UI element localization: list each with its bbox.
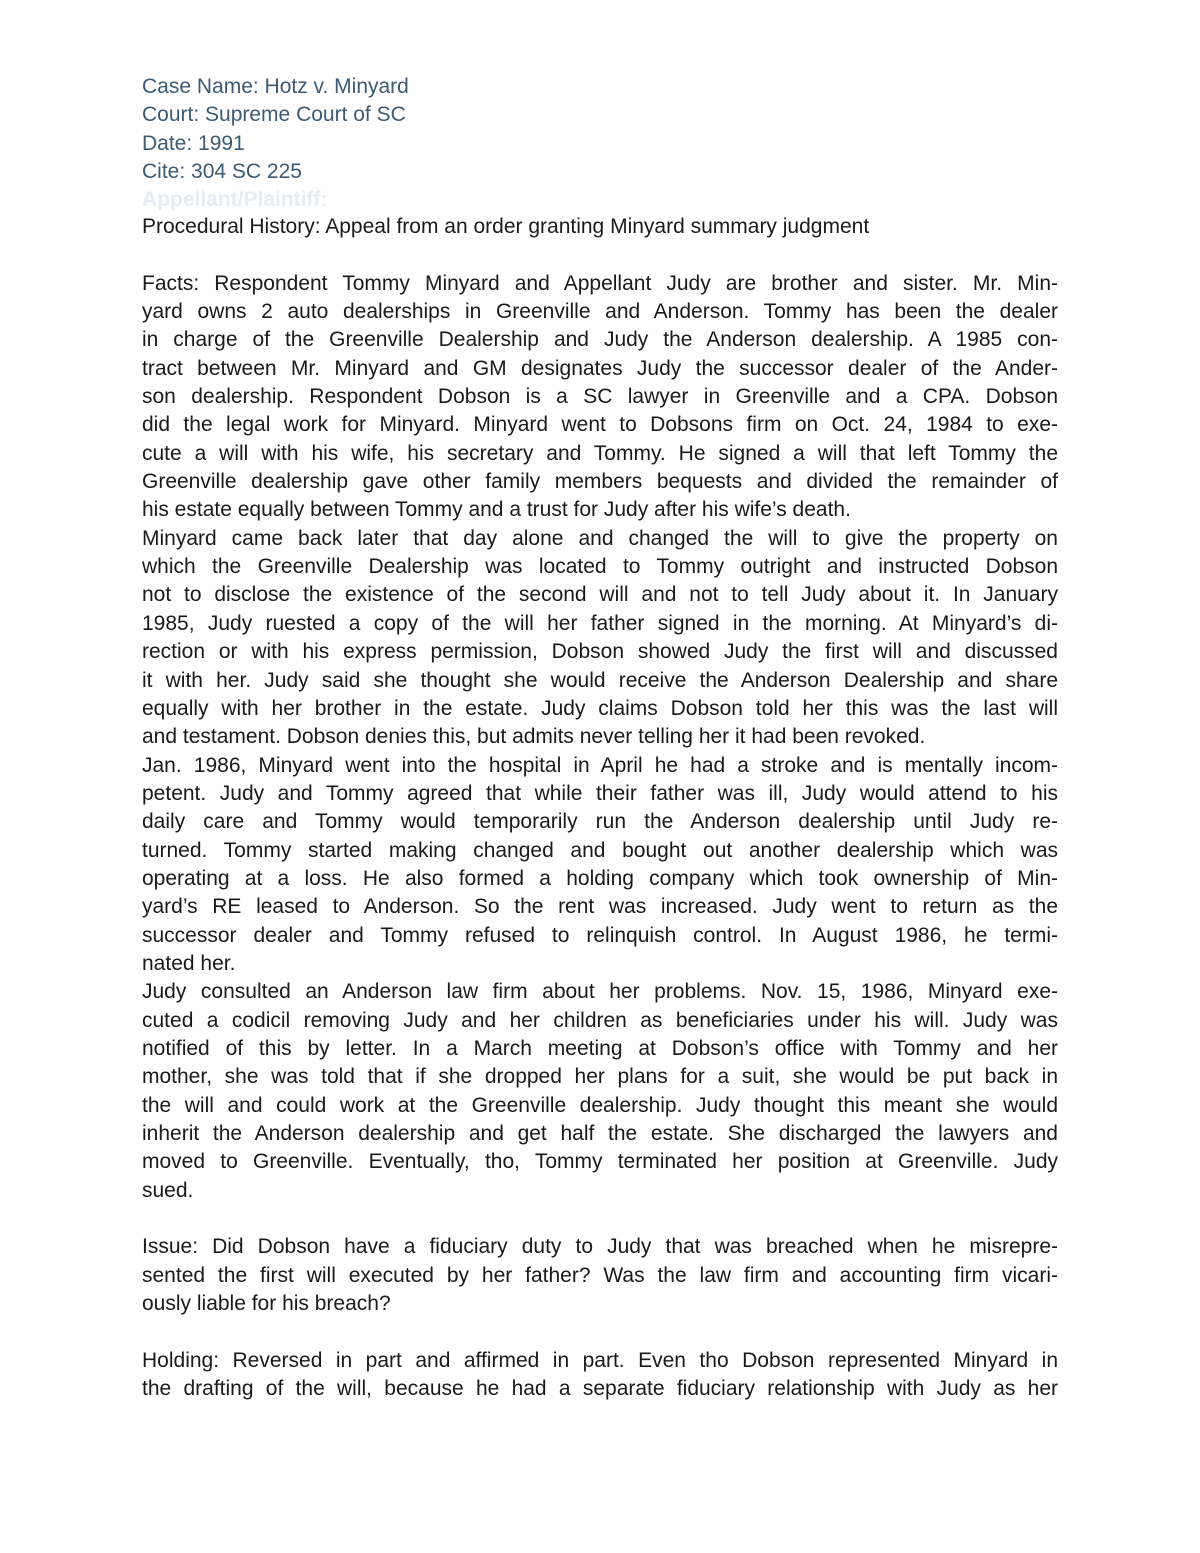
paragraph-line: successor dealer and Tommy refused to relinquish control. In August 1986, he termi- <box>142 923 1058 947</box>
paragraph-line: daily care and Tommy would temporarily run the Anderson dealership until Judy re- <box>142 810 1058 834</box>
paragraph-line: sented the first will executed by her father? Was the law firm and accounting firm vicari- <box>142 1263 1058 1287</box>
paragraph-line: Judy consulted an Anderson law firm about her problems. Nov. 15, 1986, Minyard exe- <box>142 980 1058 1004</box>
paragraph-line: Holding: Reversed in part and affirmed in part. Even tho Dobson represented Minyard in <box>142 1348 1058 1372</box>
paragraph-line: Greenville dealership gave other family members bequests and divided the remainder of <box>142 470 1058 494</box>
paragraph-gap <box>142 1205 1058 1233</box>
paragraph-line: the will and could work at the Greenville dealership. Judy thought this meant she would <box>142 1093 1058 1117</box>
paragraph-line: sued. <box>142 1178 194 1202</box>
appellant-label: Appellant/Plaintiff: <box>142 188 328 212</box>
brief-body <box>142 213 1058 1403</box>
paragraph-line: mother, she was told that if she dropped her plans for a suit, she would be put back in <box>142 1065 1058 1089</box>
paragraph-line: Issue: Did Dobson have a fiduciary duty to Judy that was breached when he misrepre- <box>142 1235 1058 1259</box>
case-name: Case Name: Hotz v. Minyard <box>142 75 409 98</box>
procedural-history-section <box>142 213 1058 241</box>
paragraph-line: Jan. 1986, Minyard went into the hospital in April he had a stroke and is mentally incom- <box>142 753 1058 777</box>
paragraph-line: equally with her brother in the estate. Judy claims Dobson told her this was the last will <box>142 696 1058 720</box>
paragraph-line: his estate equally between Tommy and a trust for Judy after his wife’s death. <box>142 498 851 522</box>
paragraph-line: son dealership. Respondent Dobson is a SC lawyer in Greenville and a CPA. Dobson <box>142 385 1058 409</box>
paragraph-line: notified of this by letter. In a March meeting at Dobson’s office with Tommy and her <box>142 1036 1058 1060</box>
paragraph-line: petent. Judy and Tommy agreed that while their father was ill, Judy would attend to his <box>142 781 1058 805</box>
paragraph-line: yard’s RE leased to Anderson. So the rent was increased. Judy went to return as the <box>142 895 1058 919</box>
paragraph-line: in charge of the Greenville Dealership and Judy the Anderson dealership. A 1985 con- <box>142 328 1058 352</box>
paragraph-line: did the legal work for Minyard. Minyard went to Dobsons firm on Oct. 24, 1984 to exe- <box>142 413 1058 437</box>
facts-section <box>142 270 1058 1205</box>
paragraph-line: ously liable for his breach? <box>142 1292 391 1316</box>
issue-section <box>142 1233 1058 1318</box>
paragraph-gap <box>142 1318 1058 1346</box>
paragraph-line: tract between Mr. Minyard and GM designates Judy the successor dealer of the Ander- <box>142 356 1058 380</box>
cite: Cite: 304 SC 225 <box>142 160 302 184</box>
date: Date: 1991 <box>142 131 245 155</box>
paragraph-line: moved to Greenville. Eventually, tho, Tommy terminated her position at Greenville. Judy <box>142 1150 1058 1174</box>
paragraph-line: nated her. <box>142 951 236 975</box>
paragraph-line: the drafting of the will, because he had a separate fiduciary relationship with Judy as her <box>142 1377 1058 1401</box>
paragraph-line: inherit the Anderson dealership and get half the estate. She discharged the lawyers and <box>142 1122 1058 1145</box>
paragraph-line: which the Greenville Dealership was located to Tommy outright and instructed Dobson <box>142 555 1058 579</box>
paragraph-line: turned. Tommy started making changed and bought out another dealership which was <box>142 838 1058 862</box>
paragraph-line: Procedural History: Appeal from an order granting Minyard summary judgment <box>142 215 870 238</box>
court: Court: Supreme Court of SC <box>142 103 406 127</box>
paragraph-line: cuted a codicil removing Judy and her children as beneficiaries under his will. Judy was <box>142 1008 1058 1032</box>
paragraph-line: 1985, Judy ruested a copy of the will her father signed in the morning. At Minyard’s di- <box>142 611 1058 635</box>
paragraph-line: not to disclose the existence of the second will and not to tell Judy about it. In January <box>142 583 1058 607</box>
case-header <box>142 73 409 215</box>
paragraph-line: yard owns 2 auto dealerships in Greenville and Anderson. Tommy has been the dealer <box>142 300 1058 324</box>
paragraph-line: cute a will with his wife, his secretary and Tommy. He signed a will that left Tommy the <box>142 441 1058 465</box>
paragraph-line: it with her. Judy said she thought she would receive the Anderson Dealership and share <box>142 668 1058 692</box>
paragraph-line: Facts: Respondent Tommy Minyard and Appellant Judy are brother and sister. Mr. Min- <box>142 271 1058 295</box>
holding-section <box>142 1347 1058 1404</box>
paragraph-line: Minyard came back later that day alone and changed the will to give the property on <box>142 526 1058 550</box>
paragraph-line: rection or with his express permission, Dobson showed Judy the first will and discussed <box>142 640 1058 664</box>
paragraph-line: and testament. Dobson denies this, but admits never telling her it had been revoked. <box>142 725 926 749</box>
paragraph-gap <box>142 241 1058 269</box>
paragraph-line: operating at a loss. He also formed a holding company which took ownership of Min- <box>142 866 1058 890</box>
